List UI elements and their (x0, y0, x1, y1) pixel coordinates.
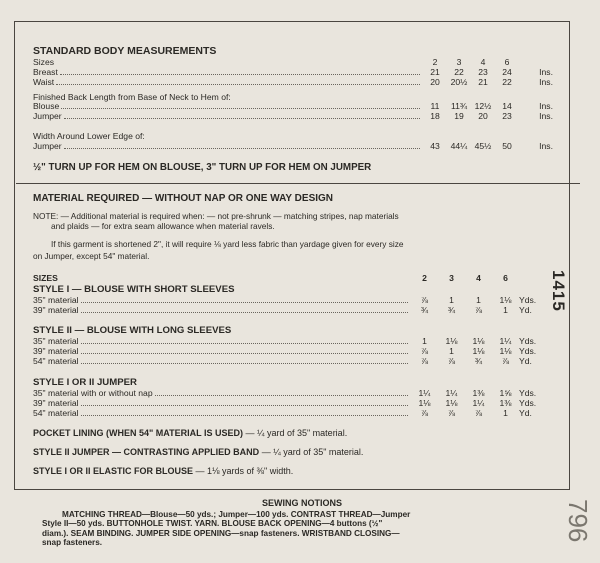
value: 11 (430, 101, 440, 111)
value: 1⅝ (499, 388, 512, 398)
value: ⅞ (447, 408, 456, 418)
style-2-row-54 (33, 356, 553, 366)
notions-line: diam.). SEAM BINDING. JUMPER SIDE OPENING—snap fasteners. WRISTBAND CLOSING— (42, 528, 400, 538)
band-title: STYLE II JUMPER — CONTRASTING APPLIED BAND (33, 447, 260, 457)
value: 1 (476, 295, 481, 305)
style-1-row-39 (33, 305, 553, 315)
pocket-lining-title: POCKET LINING (WHEN 54" MATERIAL IS USED) (33, 428, 243, 438)
style-1-title: STYLE I — BLOUSE WITH SHORT SLEEVES (33, 284, 235, 295)
unit: Yds. (519, 388, 537, 398)
side-number: 796 (563, 499, 593, 543)
unit: Yds. (519, 346, 537, 356)
shorten-line-1: If this garment is shortened 2", it will require ⅛ yard less fabric than yardage given for every size (51, 239, 404, 249)
pocket-lining-text: — ¼ yard of 35" material. (242, 428, 348, 438)
notions-line: MATCHING THREAD—Blouse—50 yds.; Jumper—100 yds. CONTRAST THREAD—Jumper (62, 509, 411, 519)
row-label: 54" material (33, 408, 79, 418)
value: 44¼ (450, 141, 468, 151)
value: 1⅜ (499, 398, 512, 408)
jumper-row-54 (33, 408, 553, 418)
value: 1¼ (472, 398, 485, 408)
section-divider (16, 183, 580, 184)
jumper-row-35 (33, 388, 553, 398)
value: 24 (502, 67, 512, 77)
value: 43 (430, 141, 440, 151)
value: 20 (478, 111, 488, 121)
value: ⅞ (474, 408, 483, 418)
elastic-text: — 1⅛ yards of ⅜" width. (193, 466, 294, 476)
value: 12½ (474, 101, 492, 111)
value: 45½ (474, 141, 492, 151)
value: 1⅜ (472, 388, 485, 398)
size: 3 (449, 273, 454, 283)
jumper-width-row (33, 141, 553, 151)
pocket-lining-line (33, 429, 347, 438)
value: 1¼ (418, 388, 431, 398)
note-line-1: NOTE: — Additional material is required when: — not pre-shrunk — matching stripes, nap materials (33, 211, 399, 221)
size: 2 (422, 273, 427, 283)
row-label: Breast (33, 67, 58, 77)
style-2-row-39 (33, 346, 553, 356)
unit: Ins. (539, 101, 553, 111)
size: 6 (503, 273, 508, 283)
size: 4 (476, 273, 481, 283)
unit: Yds. (519, 398, 537, 408)
row-label: 39" material (33, 346, 79, 356)
style-2-title: STYLE II — BLOUSE WITH LONG SLEEVES (33, 325, 232, 336)
value: 21 (430, 67, 440, 77)
value: 14 (502, 101, 512, 111)
width-heading: Width Around Lower Edge of: (33, 131, 145, 141)
value: 20½ (450, 77, 468, 87)
style-2-row-35 (33, 336, 553, 346)
value: ¾ (474, 356, 483, 366)
value: ⅞ (501, 356, 510, 366)
value: ⅞ (420, 356, 429, 366)
value: 23 (502, 111, 512, 121)
style-1-row-35 (33, 295, 553, 305)
waist-row (33, 77, 553, 87)
elastic-title: STYLE I OR II ELASTIC FOR BLOUSE (33, 466, 194, 476)
size-2: 2 (432, 57, 438, 67)
unit: Ins. (539, 77, 553, 87)
jumper-title: STYLE I OR II JUMPER (33, 377, 137, 388)
value: ⅞ (447, 356, 456, 366)
value: 1 (449, 346, 454, 356)
jumper-length-row (33, 111, 553, 121)
value: 1⅛ (472, 346, 485, 356)
row-label: 35" material with or without nap (33, 388, 153, 398)
value: ¾ (420, 305, 429, 315)
value: 1⅛ (445, 398, 458, 408)
material-sizes-label: SIZES (33, 273, 58, 283)
value: 11¾ (450, 101, 468, 111)
pattern-number: 1415 (549, 270, 568, 312)
value: ¾ (447, 305, 456, 315)
body-measurements-title: STANDARD BODY MEASUREMENTS (33, 45, 217, 57)
value: 50 (502, 141, 512, 151)
material-sizes-row (33, 273, 553, 283)
band-line (33, 448, 363, 457)
unit: Yd. (519, 356, 532, 366)
size-6: 6 (504, 57, 510, 67)
material-title: MATERIAL REQUIRED — WITHOUT NAP OR ONE WAY DESIGN (33, 193, 334, 204)
row-label: Waist (33, 77, 55, 87)
notions-title: SEWING NOTIONS (261, 498, 342, 508)
notions-line: snap fasteners. (42, 538, 103, 548)
value: 1⅛ (499, 295, 512, 305)
notions-line: Style II—50 yds. BUTTONHOLE TWIST. YARN. BLOUSE BACK OPENING—4 buttons (½" (42, 519, 383, 529)
value: 20 (430, 77, 440, 87)
value: 1 (503, 408, 508, 418)
value: 1 (422, 336, 427, 346)
value: 1 (449, 295, 454, 305)
note-line-2: and plaids — for extra seam allowance when material ravels. (51, 221, 275, 231)
back-length-heading: Finished Back Length from Base of Neck to Hem of: (33, 92, 231, 102)
unit: Yd. (519, 408, 532, 418)
row-label: 35" material (33, 336, 79, 346)
value: 1⅛ (499, 346, 512, 356)
value: ⅞ (420, 295, 429, 305)
unit: Ins. (539, 67, 553, 77)
value: ⅞ (420, 408, 429, 418)
unit: Ins. (539, 141, 553, 151)
blouse-length-row (33, 101, 553, 111)
value: ⅞ (474, 305, 483, 315)
shorten-line-2: on Jumper, except 54" material. (33, 251, 150, 261)
row-label: 39" material (33, 398, 79, 408)
sewing-notions (42, 499, 562, 548)
row-label: 39" material (33, 305, 79, 315)
row-label: Blouse (33, 101, 60, 111)
value: 21 (478, 77, 488, 87)
hem-note: ½" TURN UP FOR HEM ON BLOUSE, 3" TURN UP FOR HEM ON JUMPER (33, 162, 372, 173)
row-label: 54" material (33, 356, 79, 366)
row-label: Jumper (33, 111, 62, 121)
band-text: — ¼ yard of 35" material. (259, 447, 364, 457)
value: 19 (454, 111, 464, 121)
size-4: 4 (480, 57, 486, 67)
row-label: 35" material (33, 295, 79, 305)
value: 22 (502, 77, 512, 87)
value: 1⅛ (418, 398, 431, 408)
jumper-row-39 (33, 398, 553, 408)
breast-row (33, 67, 553, 77)
unit: Yds. (519, 295, 537, 305)
unit: Ins. (539, 111, 553, 121)
row-label: Jumper (33, 141, 62, 151)
sizes-label: Sizes (33, 57, 55, 67)
value: 1¼ (445, 388, 458, 398)
value: 18 (430, 111, 440, 121)
value: 23 (478, 67, 488, 77)
value: 1⅛ (445, 336, 458, 346)
value: 1 (503, 305, 508, 315)
value: 1¼ (499, 336, 512, 346)
value: ⅞ (420, 346, 429, 356)
sizes-row (33, 57, 553, 67)
unit: Yd. (519, 305, 532, 315)
value: 1⅛ (472, 336, 485, 346)
size-3: 3 (456, 57, 462, 67)
elastic-line (33, 467, 293, 476)
unit: Yds. (519, 336, 537, 346)
value: 22 (454, 67, 464, 77)
